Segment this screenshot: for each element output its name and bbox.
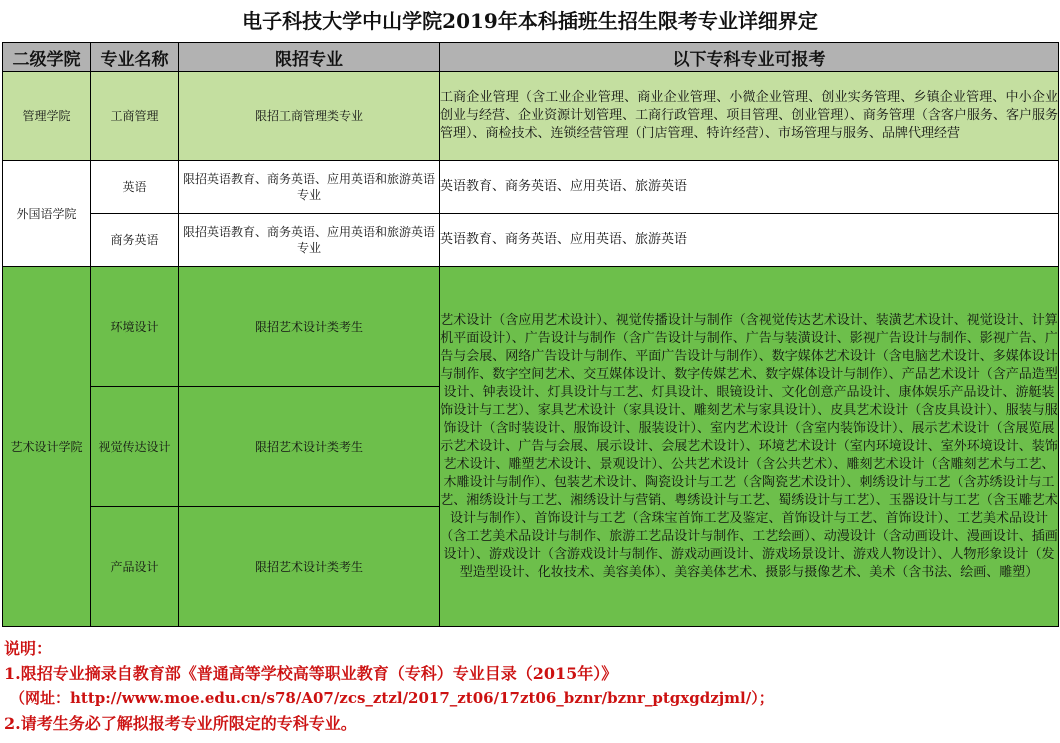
table-header-row: [3, 43, 1059, 72]
table-row: [3, 72, 1059, 161]
notes-section: [4, 636, 1056, 736]
note-line-2: 2.请考生务必了解拟报考专业所限定的专科专业。: [4, 714, 357, 733]
table-row: [3, 161, 1059, 214]
table-row: [3, 267, 1059, 387]
restriction-cell: 限招艺术设计类考生: [179, 507, 440, 627]
header-restriction: 限招专业: [179, 43, 440, 72]
header-college: 二级学院: [3, 43, 91, 72]
eligible-cell: 英语教育、商务英语、应用英语、旅游英语: [440, 214, 1059, 267]
header-eligible: 以下专科专业可报考: [440, 43, 1059, 72]
page-title: 电子科技大学中山学院2019年本科插班生招生限考专业详细界定: [242, 9, 818, 33]
major-cell: 商务英语: [91, 214, 179, 267]
college-cell: 艺术设计学院: [3, 267, 91, 627]
major-cell: 工商管理: [91, 72, 179, 161]
majors-table: [2, 42, 1059, 627]
restriction-cell: 限招工商管理类专业: [179, 72, 440, 161]
note-line-1: 1.限招专业摘录自教育部《普通高等学校高等职业教育（专科）专业目录（2015年）》: [4, 664, 618, 683]
header-major: 专业名称: [91, 43, 179, 72]
eligible-cell: 英语教育、商务英语、应用英语、旅游英语: [440, 161, 1059, 214]
table-row: [3, 214, 1059, 267]
college-cell: 外国语学院: [3, 161, 91, 267]
notes-heading: 说明：: [4, 639, 53, 658]
restriction-cell: 限招英语教育、商务英语、应用英语和旅游英语专业: [179, 161, 440, 214]
college-cell: 管理学院: [3, 72, 91, 161]
restriction-cell: 限招英语教育、商务英语、应用英语和旅游英语专业: [179, 214, 440, 267]
note-url-line: （网址：http://www.moe.edu.cn/s78/A07/zcs_ztzl/2017_zt06/17zt06_bznr/bznr_ptgxgdzjml/）；: [10, 689, 774, 707]
major-cell: 环境设计: [91, 267, 179, 387]
restriction-cell: 限招艺术设计类考生: [179, 387, 440, 507]
eligible-cell: 工商企业管理（含工业企业管理、商业企业管理、小微企业管理、创业实务管理、乡镇企业管理、中小企业创业与经营、企业资源计划管理、工商行政管理、项目管理、创业管理）、商务管理（含客户服务、客户服务管理）、商检技术、连锁经营管理（门店管理、特许经营）、市场管理与服务、品牌代理经营: [440, 72, 1059, 161]
major-cell: 视觉传达设计: [91, 387, 179, 507]
restriction-cell: 限招艺术设计类考生: [179, 267, 440, 387]
eligible-cell: 艺术设计（含应用艺术设计）、视觉传播设计与制作（含视觉传达艺术设计、装潢艺术设计、视觉设计、计算机平面设计）、广告设计与制作（含广告设计与制作、广告与装潢设计、影视广告设计与制作、影视广告、广告与会展、网络广告设计与制作、平面广告设计与制作）、数字媒体艺术设计（含电脑艺术设计、多媒体设计与制作、数字空间艺术、交互媒体设计、数字传媒艺术、数字媒体设计与制作）、产品艺术设计（含产品造型设计、钟表设计、灯具设计与工艺、灯具设计、眼镜设计、文化创意产品设计、康体娱乐产品设计、游艇装饰设计与工艺）、家具艺术设计（家具设计、雕刻艺术与家具设计）、皮具艺术设计（含皮具设计）、服装与服饰设计（含时装设计、服饰设计、服装设计）、室内艺术设计（含室内装饰设计）、展示艺术设计（含展览展示艺术设计、广告与会展、展示设计、会展艺术设计）、环境艺术设计（室内环境设计、室外环境设计、装饰艺术设计、雕塑艺术设计、景观设计）、公共艺术设计（含公共艺术）、雕刻艺术设计（含雕刻艺术与工艺、木雕设计与制作）、包装艺术设计、陶瓷设计与工艺（含陶瓷艺术设计）、刺绣设计与工艺（含苏绣设计与工艺、湘绣设计与工艺、湘绣设计与营销、粤绣设计与工艺、蜀绣设计与工艺）、玉器设计与工艺（含玉雕艺术设计与制作）、首饰设计与工艺（含珠宝首饰工艺及鉴定、首饰设计与工艺、首饰设计）、工艺美术品设计（含工艺美术品设计与制作、旅游工艺品设计与制作、工艺绘画）、动漫设计（含动画设计、漫画设计、插画设计）、游戏设计（含游戏设计与制作、游戏动画设计、游戏场景设计、游戏人物设计）、人物形象设计（发型造型设计、化妆技术、美容美体）、美容美体艺术、摄影与摄像艺术、美术（含书法、绘画、雕塑）: [440, 267, 1059, 627]
major-cell: 英语: [91, 161, 179, 214]
major-cell: 产品设计: [91, 507, 179, 627]
